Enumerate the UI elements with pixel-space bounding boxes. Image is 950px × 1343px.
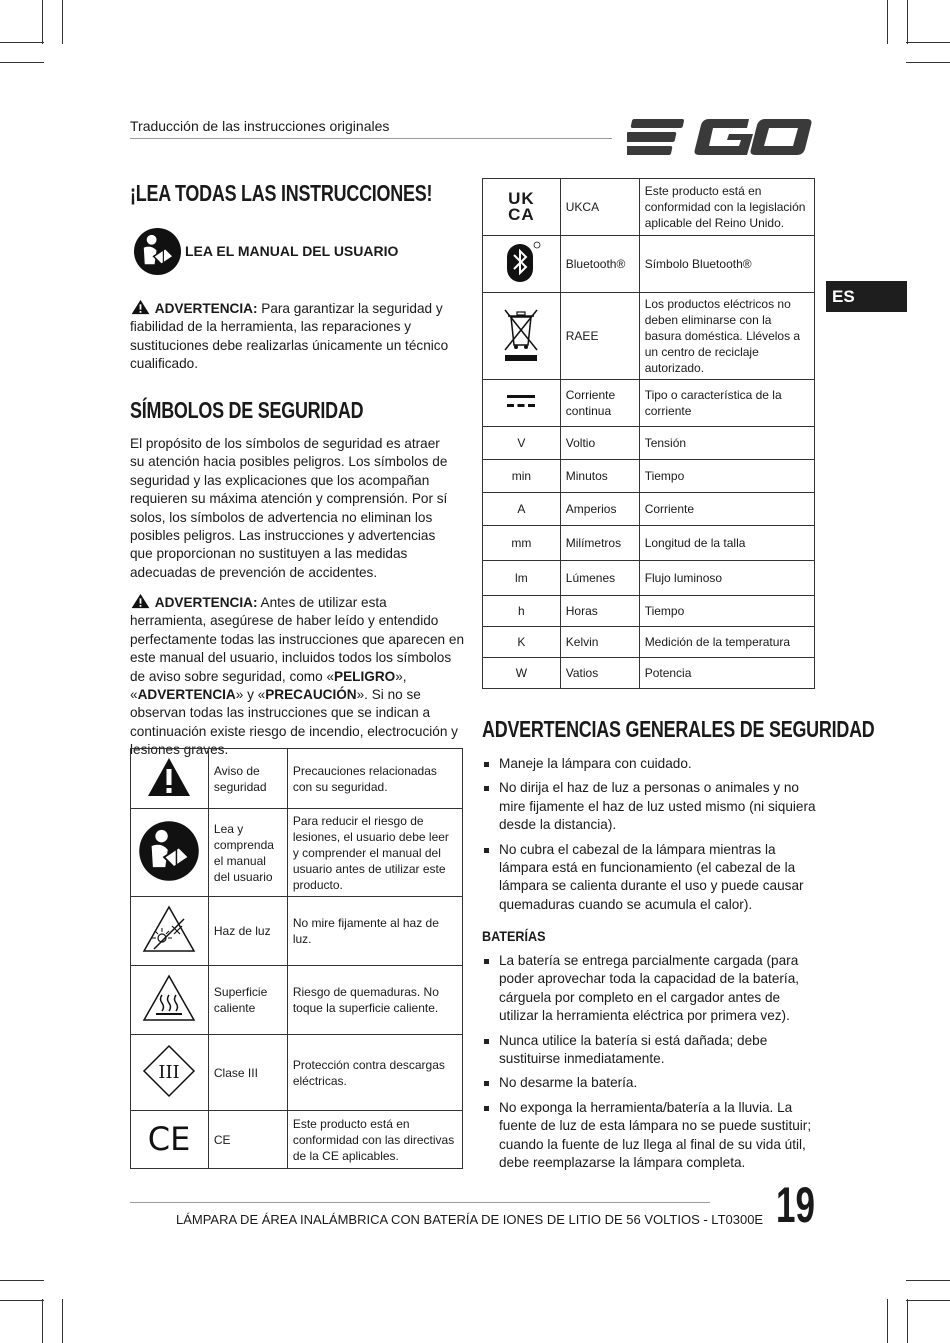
symbol-cell (131, 1035, 209, 1111)
read-manual-icon (138, 820, 200, 882)
symbol-description: Tiempo (639, 460, 814, 493)
symbol-description: Tipo o característica de la corriente (639, 380, 814, 427)
symbol-name: Superficie caliente (208, 966, 287, 1035)
crop-mark (906, 42, 950, 43)
warning-label: ADVERTENCIA: (154, 301, 258, 316)
table-row (483, 658, 815, 689)
crop-mark (42, 1299, 43, 1343)
keyword-advertencia: ADVERTENCIA (137, 687, 236, 703)
class-iii-glyph: III (158, 1061, 181, 1083)
symbol-name: Kelvin (560, 627, 639, 658)
symbol-name: Clase III (208, 1035, 287, 1111)
table-row (483, 493, 815, 526)
symbol-name: Minutos (560, 460, 639, 493)
symbol-description: Para reducir el riesgo de lesiones, el usuario debe leer y comprender el manual del usuario antes de utilizar este producto. (287, 809, 462, 897)
symbol-cell (131, 897, 209, 966)
symbol-name: Bluetooth® (560, 236, 639, 293)
warning-text: ». Si no se observan todas las instrucciones que se indican a continuación existe riesgo de incendio, electrocución y lesiones graves. (130, 687, 458, 758)
list-item: Nunca utilice la batería si está dañada; debe sustituirse inmediatamente. (482, 1032, 817, 1069)
symbol-name: Milímetros (560, 526, 639, 561)
list-item: No exponga la herramienta/batería a la lluvia. La fuente de luz de esta lámpara no se puede sustituir; cuando la fuente de luz llega al final de su vida útil, debe reemplazarse la lámpara completa. (482, 1099, 817, 1173)
crop-mark (0, 62, 44, 63)
list-item: Maneje la lámpara con cuidado. (482, 755, 817, 773)
warning-read-paragraph (130, 593, 465, 760)
warning-text: » y « (235, 687, 266, 703)
crop-mark (0, 1280, 44, 1281)
table-row (131, 809, 463, 897)
unit-symbol: min (483, 460, 561, 493)
header-text: Traducción de las instrucciones originales (130, 118, 390, 134)
symbol-description: Protección contra descargas eléctricas. (287, 1035, 462, 1111)
crop-mark (906, 1300, 950, 1301)
ego-logo (627, 116, 813, 158)
crop-mark (42, 0, 43, 44)
table-row (483, 236, 815, 293)
table-row (483, 627, 815, 658)
list-item: No desarme la batería. (482, 1074, 817, 1092)
unit-symbol: W (483, 658, 561, 689)
heading-safety-symbols: SÍMBOLOS DE SEGURIDAD (130, 397, 364, 423)
symbol-description: Tensión (639, 427, 814, 460)
list-item: No dirija el haz de luz a personas o animales y no mire fijamente el haz de luz usted mismo (ni siquiera desde la distancia). (482, 779, 817, 834)
read-manual-icon (133, 227, 182, 276)
bluetooth-icon (501, 239, 541, 285)
symbol-name: RAEE (560, 293, 639, 380)
warning-text: Antes de utilizar esta herramienta, asegúrese de haber leído y entendido perfectamente todas las instrucciones que aparecen en este manual del usuario, incluidos todos los símbolos de aviso sobre seguridad, como « (130, 595, 465, 684)
symbol-name: Lúmenes (560, 561, 639, 596)
keyword-peligro: PELIGRO (334, 668, 396, 684)
symbol-name: Corriente continua (560, 380, 639, 427)
direct-current-icon (505, 391, 537, 411)
safety-symbols-table (130, 748, 463, 1169)
unit-symbol: h (483, 596, 561, 627)
heading-read-instructions: ¡LEA TODAS LAS INSTRUCCIONES! (130, 180, 433, 206)
table-row (483, 460, 815, 493)
symbol-description: No mire fijamente al haz de luz. (287, 897, 462, 966)
warning-triangle-icon (130, 299, 151, 315)
symbol-cell (131, 809, 209, 897)
header-rule (130, 138, 612, 139)
unit-symbol: lm (483, 561, 561, 596)
symbol-description: Flujo luminoso (639, 561, 814, 596)
ce-glyph: CE (148, 1121, 191, 1154)
unit-symbol: K (483, 627, 561, 658)
light-beam-icon (142, 904, 196, 954)
class-iii-icon (141, 1043, 197, 1099)
symbol-description: Medición de la temperatura (639, 627, 814, 658)
table-row (131, 966, 463, 1035)
symbol-description: Símbolo Bluetooth® (639, 236, 814, 293)
general-warnings-list (482, 755, 817, 920)
page-number: 19 (776, 1177, 815, 1233)
unit-symbol: V (483, 427, 561, 460)
symbol-description: Tiempo (639, 596, 814, 627)
symbol-description: Precauciones relacionadas con su seguridad. (287, 749, 462, 809)
symbol-name: Amperios (560, 493, 639, 526)
table-row (131, 1111, 463, 1169)
symbol-description: Longitud de la talla (639, 526, 814, 561)
table-row (483, 179, 815, 236)
keyword-precaucion: PRECAUCIÓN (265, 687, 357, 703)
crop-mark (0, 1300, 44, 1301)
language-tab: ES (826, 281, 907, 312)
list-item: No cubra el cabezal de la lámpara mientras la lámpara está en funcionamiento (el cabezal de la lámpara se calienta durante el uso y puede causar quemaduras cuando se acumula el calor). (482, 841, 817, 915)
symbol-name: Voltio (560, 427, 639, 460)
symbol-cell (483, 380, 561, 427)
table-row (483, 380, 815, 427)
crop-mark (906, 62, 950, 63)
table-row (483, 596, 815, 627)
symbol-name: Lea y comprenda el manual del usuario (208, 809, 287, 897)
table-row (131, 1035, 463, 1111)
symbol-name: Aviso de seguridad (208, 749, 287, 809)
crop-mark (907, 1299, 908, 1343)
footer-rule (130, 1202, 710, 1203)
weee-bin-icon (500, 305, 542, 363)
symbol-cell (131, 1111, 209, 1169)
table-row (483, 427, 815, 460)
warning-triangle-icon (130, 593, 151, 609)
crop-mark (906, 1280, 950, 1281)
table-row (131, 749, 463, 809)
read-manual-label: LEA EL MANUAL DEL USUARIO (185, 243, 399, 259)
table-row (483, 526, 815, 561)
crop-mark (887, 1299, 888, 1343)
crop-mark (907, 0, 908, 44)
symbol-cell (483, 179, 561, 236)
unit-symbol: A (483, 493, 561, 526)
symbol-description: Los productos eléctricos no deben eliminarse con la basura doméstica. Llévelos a un centro de reciclaje autorizado. (639, 293, 814, 380)
hot-surface-icon (142, 973, 196, 1023)
symbol-name: Horas (560, 596, 639, 627)
table-row (131, 897, 463, 966)
symbol-description: Este producto está en conformidad con las directivas de la CE aplicables. (287, 1111, 462, 1169)
symbol-description: Potencia (639, 658, 814, 689)
ce-mark-icon (146, 1122, 192, 1154)
symbol-cell (131, 966, 209, 1035)
symbol-name: Vatios (560, 658, 639, 689)
unit-symbol: mm (483, 526, 561, 561)
symbol-description: Riesgo de quemaduras. No toque la superficie caliente. (287, 966, 462, 1035)
crop-mark (62, 1299, 63, 1343)
symbol-description: Corriente (639, 493, 814, 526)
warning-text: Para garantizar la seguridad y fiabilidad de la herramienta, las reparaciones y sustituciones debe realizarlas únicamente un técnico cualificado. (130, 301, 449, 372)
table-row (483, 561, 815, 596)
table-row (483, 293, 815, 380)
units-symbols-table (482, 178, 815, 689)
symbol-cell (483, 293, 561, 380)
crop-mark (62, 0, 63, 44)
symbol-cell (131, 749, 209, 809)
heading-general-warnings: ADVERTENCIAS GENERALES DE SEGURIDAD (482, 716, 875, 742)
symbol-name: Haz de luz (208, 897, 287, 966)
list-item: La batería se entrega parcialmente cargada (para poder aprovechar toda la capacidad de la batería, cárguela por completo en el cargador antes de utilizar la herramienta eléctrica por primera vez). (482, 952, 817, 1026)
warning-label: ADVERTENCIA: (154, 595, 258, 610)
symbols-paragraph: El propósito de los símbolos de seguridad es atraer su atención hacia posibles peligros. Los símbolos de seguridad y las explicaciones que los acompañan requieren su máxima atención y comprensión. Por sí solos, los símbolos de advertencia no eliminan los posibles peligros. Las instrucciones y advertencias que proporcionan no sustituyen a las medidas adecuadas de prevención de accidentes. (130, 436, 448, 580)
symbol-cell (483, 236, 561, 293)
symbol-name: UKCA (560, 179, 639, 236)
symbol-description: Este producto está en conformidad con la legislación aplicable del Reino Unido. (639, 179, 814, 236)
crop-mark (0, 42, 44, 43)
warning-repair-paragraph (130, 299, 450, 374)
crop-mark (887, 0, 888, 44)
warning-triangle-icon (146, 756, 192, 798)
symbol-name: CE (208, 1111, 287, 1169)
heading-batteries: BATERÍAS (482, 928, 546, 944)
footer-product-title: LÁMPARA DE ÁREA INALÁMBRICA CON BATERÍA DE IONES DE LITIO DE 56 VOLTIOS - LT0300E (176, 1212, 764, 1227)
warning-text: », « (130, 668, 407, 703)
battery-warnings-list (482, 952, 817, 1178)
ukca-mark-icon: UK CA (508, 188, 535, 224)
